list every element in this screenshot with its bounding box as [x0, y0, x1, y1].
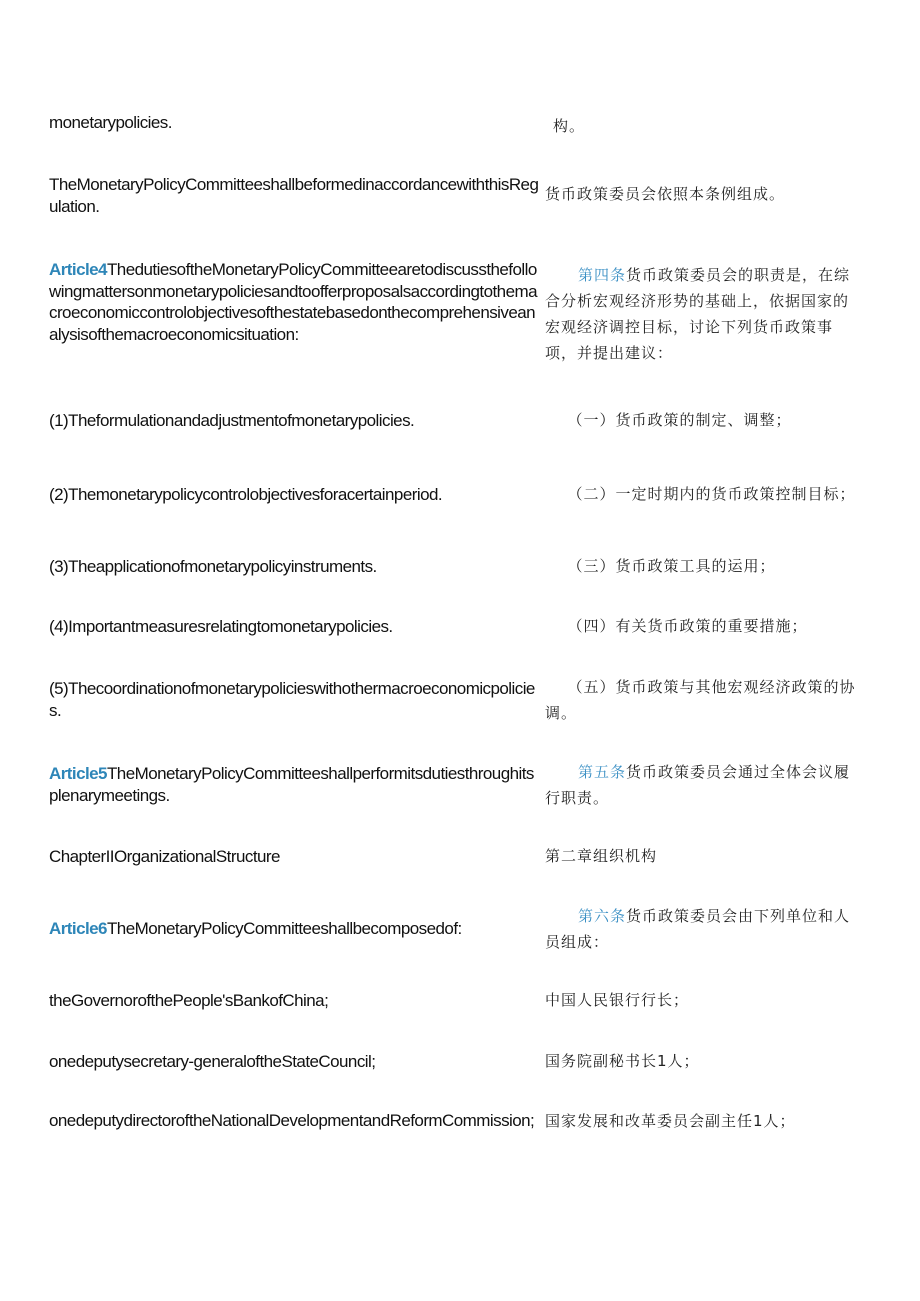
english-article-paragraph	[49, 763, 539, 806]
article-label: 第五条	[578, 763, 627, 781]
english-article-paragraph	[49, 259, 539, 345]
chapter-heading-english: ChapterIIOrganizationalStructure	[49, 847, 280, 866]
chinese-paragraph: 国务院副秘书长1人；	[545, 1052, 700, 1070]
article-text: TheMonetaryPolicyCommitteeshallbecomposedof:	[106, 919, 462, 938]
list-item-english: (2)Themonetarypolicycontrolobjectivesforacertainperiod.	[49, 485, 443, 504]
list-item-chinese: （三）货币政策工具的运用；	[567, 557, 776, 575]
article-text: 货币政策委员会的职责是，在综合分析宏观经济形势的基础上，依据国家的宏观经济调控目标，讨论下列货币政策事项，并提出建议：	[545, 266, 851, 362]
english-paragraph: onedeputysecretary-generaloftheStateCouncil;	[49, 1052, 376, 1071]
chapter-heading-chinese: 第二章组织机构	[545, 847, 658, 865]
english-paragraph: TheMonetaryPolicyCommitteeshallbeformedinaccordancewiththisRegulation.	[49, 175, 539, 216]
list-item-english: (4)Importantmeasuresrelatingtomonetarypolicies.	[49, 617, 393, 636]
chinese-article-paragraph	[545, 903, 857, 955]
english-paragraph: theGovernorofthePeople'sBankofChina;	[49, 991, 329, 1010]
article-text: TheMonetaryPolicyCommitteeshallperformitsdutiesthroughitsplenarymeetings.	[49, 764, 534, 805]
list-item-english: (3)Theapplicationofmonetarypolicyinstruments.	[49, 557, 377, 576]
list-item-chinese: （一）货币政策的制定、调整；	[567, 411, 792, 429]
article-label: Article5	[49, 764, 107, 783]
chinese-paragraph: 货币政策委员会依照本条例组成。	[545, 185, 786, 203]
english-article-paragraph	[49, 918, 539, 940]
article-text: 货币政策委员会由下列单位和人员组成：	[545, 907, 851, 951]
list-item-chinese: （二）一定时期内的货币政策控制目标；	[567, 485, 856, 503]
chinese-paragraph: 国家发展和改革委员会副主任1人；	[545, 1112, 796, 1130]
chinese-paragraph: 中国人民银行行长；	[545, 991, 690, 1009]
article-label: Article4	[49, 260, 107, 279]
english-paragraph: monetarypolicies.	[49, 113, 172, 132]
list-item-english: (5)Thecoordinationofmonetarypolicieswithothermacroeconomicpolicies.	[49, 679, 535, 720]
list-item-chinese: （四）有关货币政策的重要措施；	[567, 617, 808, 635]
english-paragraph: onedeputydirectoroftheNationalDevelopmentandReformCommission;	[49, 1111, 535, 1130]
chinese-paragraph: 构。	[553, 117, 586, 135]
list-item-english: (1)Theformulationandadjustmentofmonetarypolicies.	[49, 411, 415, 430]
list-item-chinese: （五）货币政策与其他宏观经济政策的协调。	[545, 678, 856, 722]
article-text: 货币政策委员会通过全体会议履行职责。	[545, 763, 851, 807]
article-text: ThedutiesoftheMonetaryPolicyCommitteearetodiscussthefollowingmattersonmonetarypoliciesandtoofferproposalsaccordingtothemacroeconomiccontrolobjectivesofthestatebasedonthecomprehensiveanalysisofthemacroeconomicsituation:	[49, 260, 538, 344]
article-label: Article6	[49, 919, 107, 938]
chinese-article-paragraph	[545, 262, 857, 366]
article-label: 第六条	[578, 907, 627, 925]
article-label: 第四条	[578, 266, 627, 284]
chinese-article-paragraph	[545, 759, 857, 811]
